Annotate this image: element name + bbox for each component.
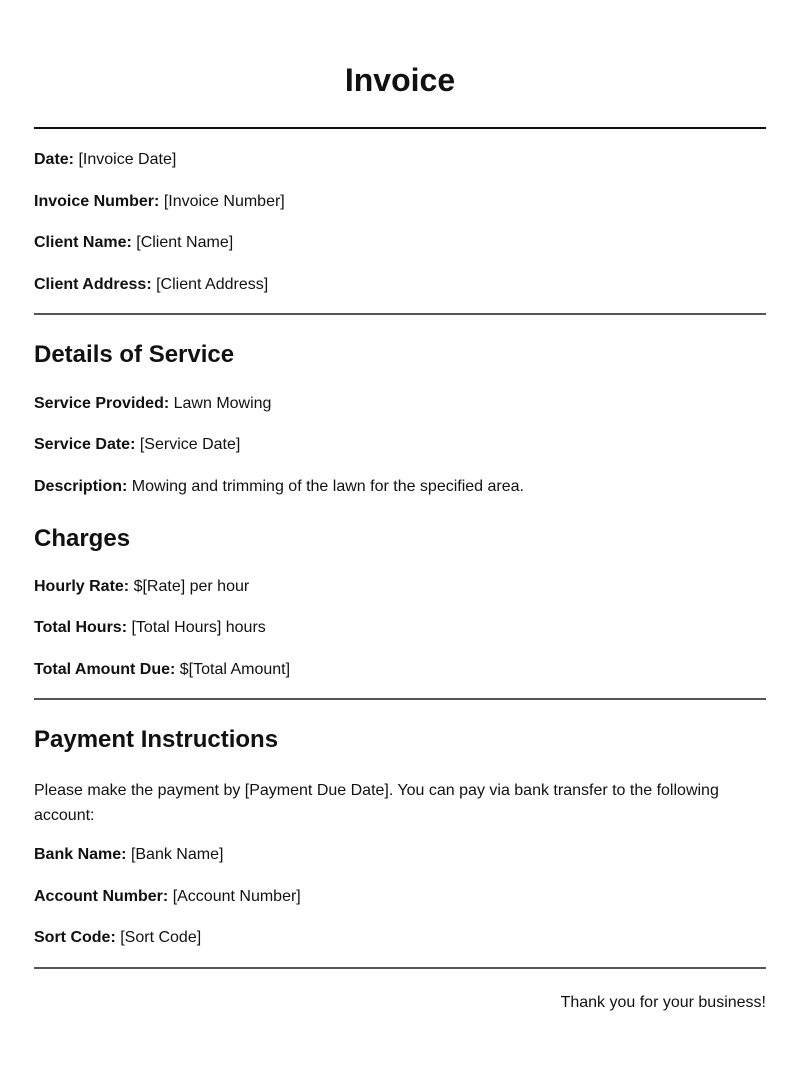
bank-name-field [34,845,766,865]
charges-heading: Charges [34,525,131,552]
service-provided-label: Service Provided: [34,395,170,412]
client-address-value: [Client Address] [156,276,269,293]
service-provided-field [34,394,766,414]
service-section [34,341,766,497]
sort-code-field [34,928,766,948]
service-date-label: Service Date: [34,436,136,453]
payment-instructions: Please make the payment by [Payment Due Date]. You can pay via bank transfer to the following account: [34,782,719,824]
total-hours-field [34,618,766,638]
meta-divider [34,313,766,315]
service-date-value: [Service Date] [139,436,241,453]
total-due-field [34,660,766,680]
payment-divider [34,967,766,969]
invoice-number-value: [Invoice Number] [163,193,285,210]
client-name-label: Client Name: [34,234,132,251]
total-due-value: $[Total Amount] [179,661,291,678]
invoice-date-value: [Invoice Date] [78,151,177,168]
hourly-rate-field [34,577,766,597]
account-number-label: Account Number: [34,888,169,905]
client-name-value: [Client Name] [136,234,234,251]
service-date-field [34,435,766,455]
charges-section [34,525,766,680]
service-heading: Details of Service [34,341,235,368]
payment-heading: Payment Instructions [34,726,279,753]
charges-divider [34,698,766,700]
account-number-field [34,887,766,907]
bank-name-label: Bank Name: [34,846,127,863]
payment-section [34,726,766,948]
service-description-label: Description: [34,478,128,495]
client-name-field [34,233,766,253]
invoice-page [34,0,766,1013]
total-due-label: Total Amount Due: [34,661,176,678]
invoice-date-field [34,150,766,170]
service-provided-value: Lawn Mowing [173,395,272,412]
thank-you-note: Thank you for your business! [560,994,766,1011]
service-description-value: Mowing and trimming of the lawn for the specified area. [131,478,524,495]
client-address-field [34,275,766,295]
page-title: Invoice [344,62,456,98]
invoice-date-label: Date: [34,151,75,168]
invoice-number-label: Invoice Number: [34,193,160,210]
hourly-rate-value: $[Rate] per hour [133,578,250,595]
total-hours-label: Total Hours: [34,619,128,636]
service-description-field [34,477,766,497]
bank-name-value: [Bank Name] [130,846,224,863]
account-number-value: [Account Number] [172,888,301,905]
client-address-label: Client Address: [34,276,152,293]
invoice-number-field [34,192,766,212]
invoice-meta [34,129,766,295]
sort-code-value: [Sort Code] [120,929,202,946]
total-hours-value: [Total Hours] hours [131,619,266,636]
hourly-rate-label: Hourly Rate: [34,578,130,595]
sort-code-label: Sort Code: [34,929,116,946]
